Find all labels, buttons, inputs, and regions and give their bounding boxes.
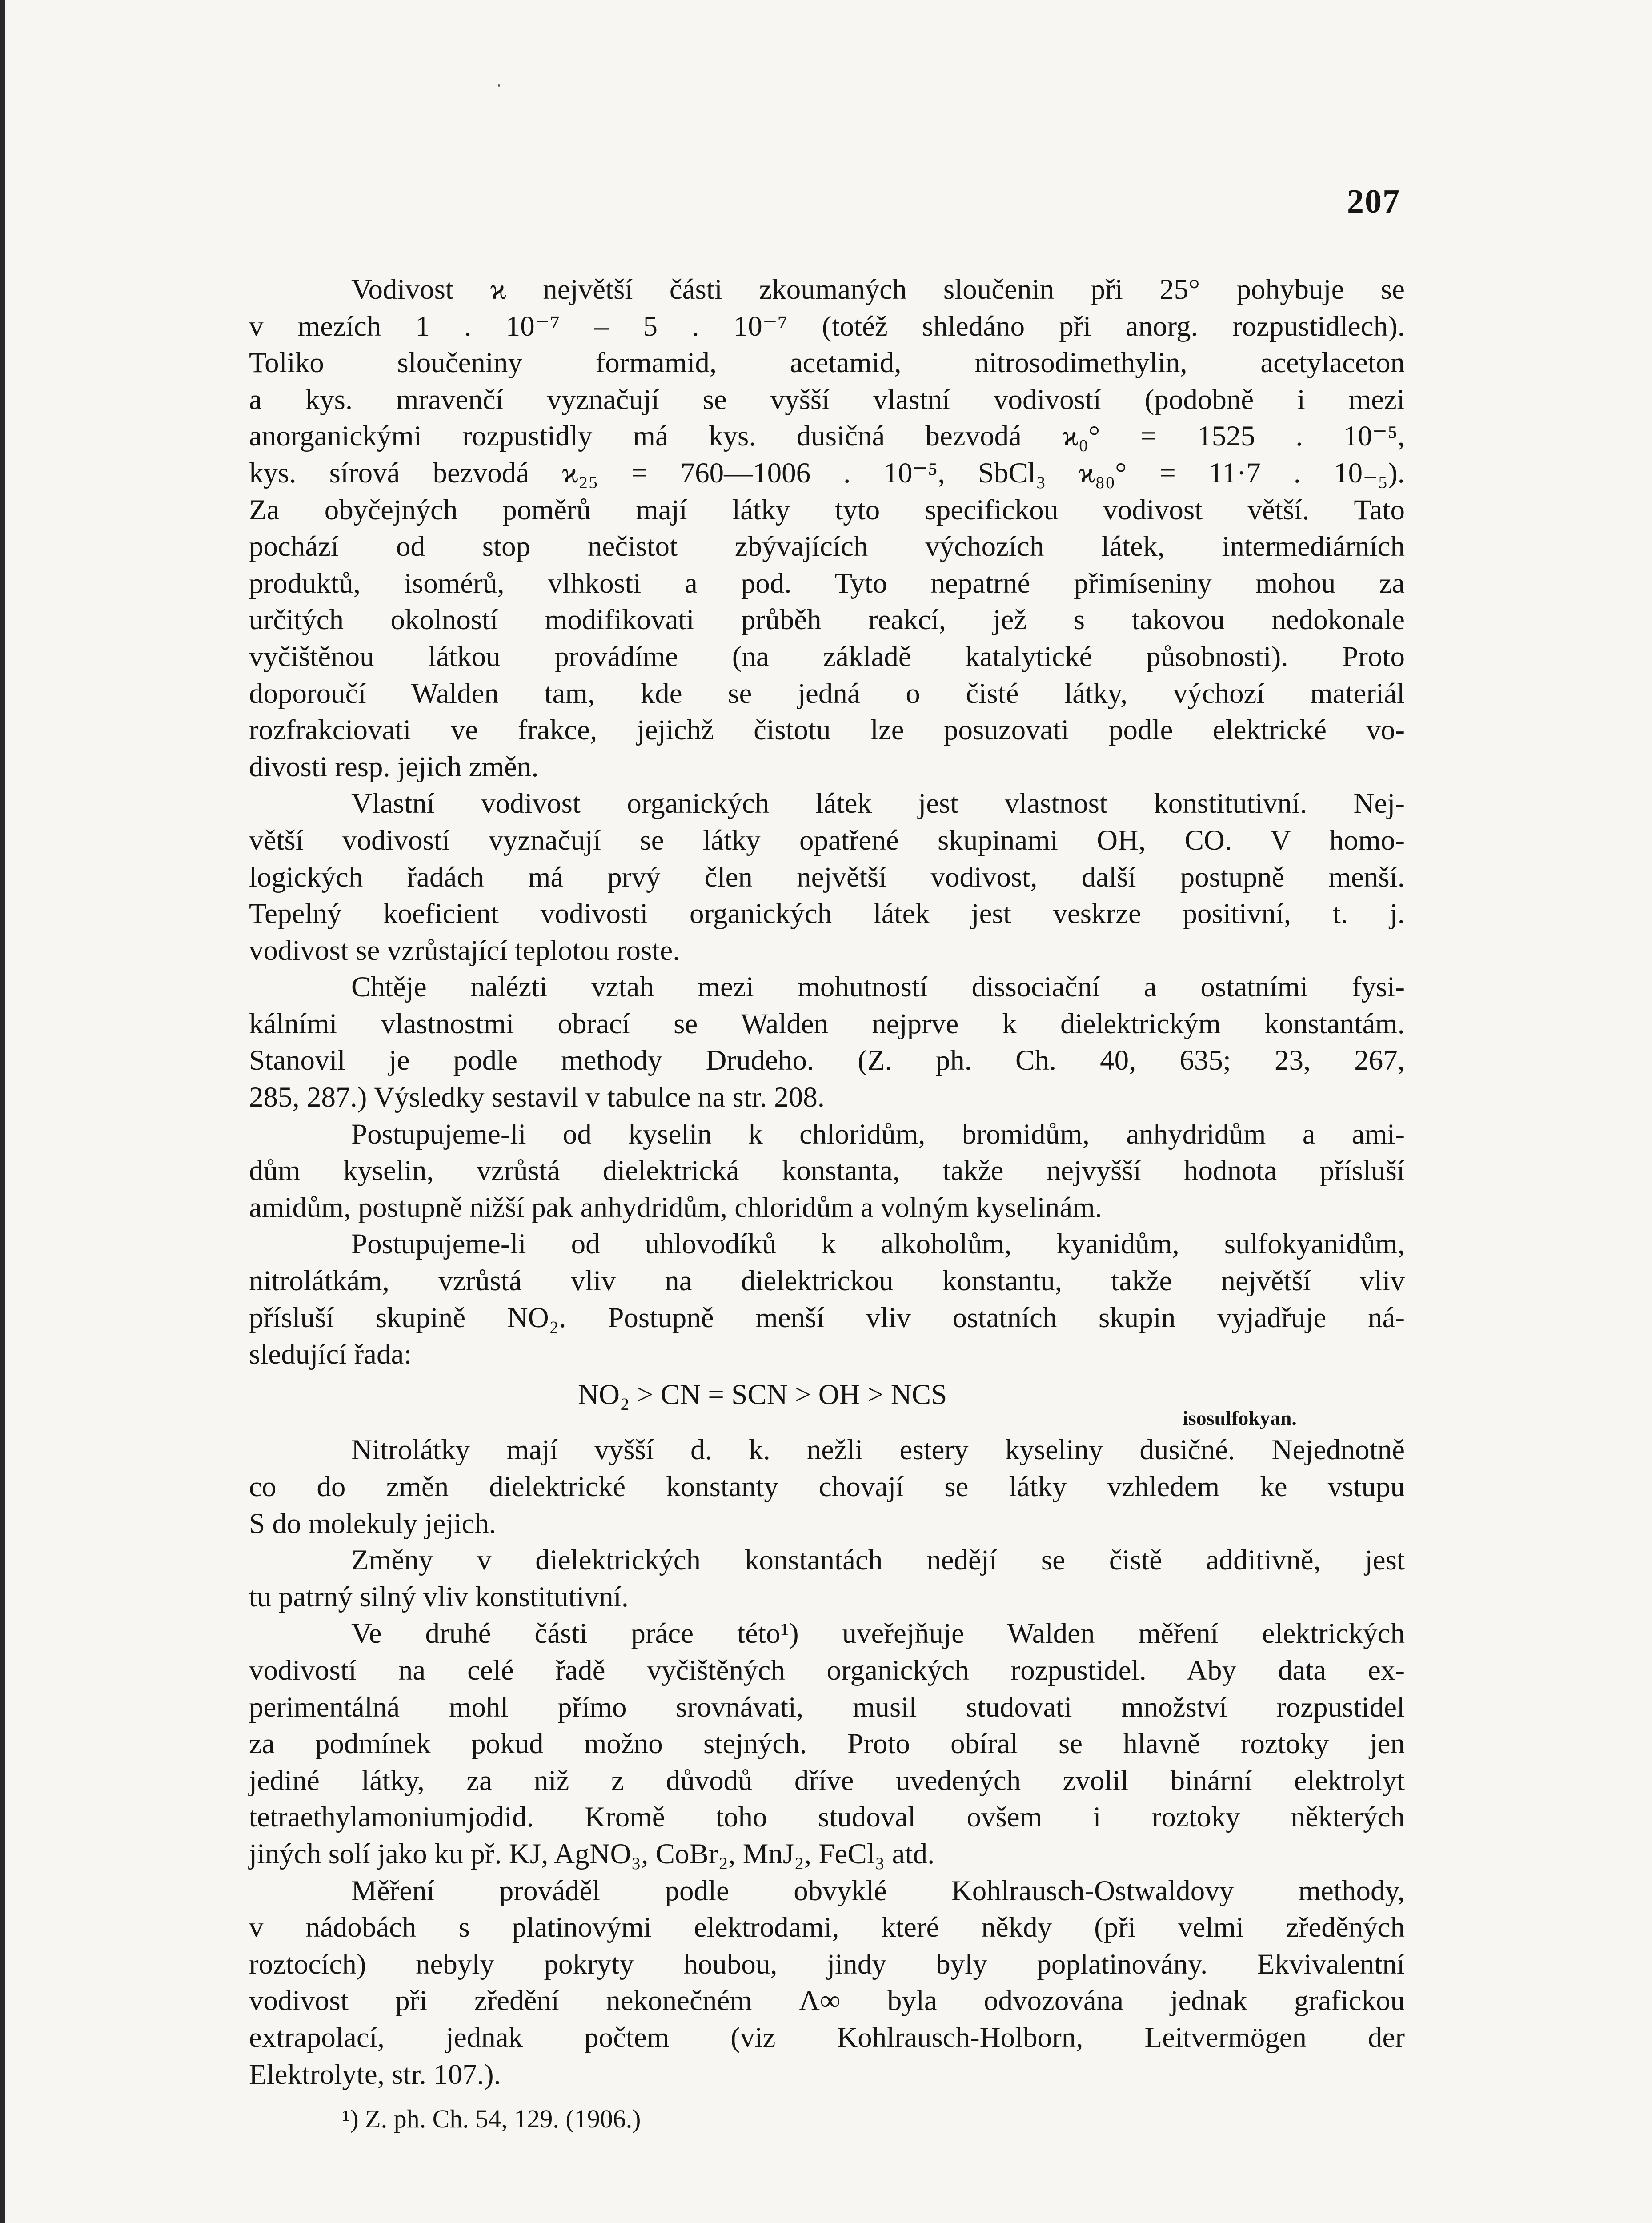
- text-line: perimentálná mohl přímo srovnávati, musil studovati množství rozpustidel: [249, 1691, 1405, 1723]
- text-line: Tepelný koeficient vodivosti organických látek jest veskrze positivní, t. j.: [249, 898, 1405, 930]
- text-line: sledující řada:: [249, 1338, 412, 1371]
- text-line: Postupujeme-li od uhlovodíků k alkoholům, kyanidům, sulfokyanidům,: [351, 1228, 1405, 1260]
- text-line: jediné látky, za niž z důvodů dříve uvedených zvolil binární elektrolyt: [249, 1764, 1405, 1797]
- text-line: v mezích 1 . 10⁻⁷ – 5 . 10⁻⁷ (totéž shledáno při anorg. rozpustidlech).: [249, 310, 1405, 342]
- footnote: ¹) Z. ph. Ch. 54, 129. (1906.): [342, 2104, 641, 2134]
- paragraphs-after-formula: [249, 1432, 1405, 2093]
- text-line: 285, 287.) Výsledky sestavil v tabulce na str. 208.: [249, 1081, 825, 1114]
- scan-speck: [498, 84, 500, 87]
- text-line: Změny v dielektrických konstantách nedějí se čistě additivně, jest: [351, 1544, 1405, 1577]
- text-line: Za obyčejných poměrů mají látky tyto specifickou vodivost větší. Tato: [249, 494, 1405, 526]
- text-line: co do změn dielektrické konstanty chovají se látky vzhledem ke vstupu: [249, 1471, 1405, 1503]
- text-line: tu patrný silný vliv konstitutivní.: [249, 1581, 629, 1613]
- text-line: určitých okolností modifikovati průběh reakcí, jež s takovou nedokonale: [249, 604, 1405, 636]
- text-line: produktů, isomérů, vlhkosti a pod. Tyto nepatrné přimíseniny mohou za: [249, 567, 1405, 599]
- text-line: vyčištěnou látkou provádíme (na základě katalytické působnosti). Proto: [249, 640, 1405, 673]
- text-line: S do molekuly jejich.: [249, 1507, 497, 1540]
- text-line: pochází od stop nečistot zbývajících výchozích látek, intermediárních: [249, 530, 1405, 563]
- text-line: v nádobách s platinovými elektrodami, které někdy (při velmi zředěných: [249, 1911, 1405, 1944]
- text-line: divosti resp. jejich změn.: [249, 750, 539, 783]
- text-line: vodivostí na celé řadě vyčištěných organických rozpustidel. Aby data ex-: [249, 1654, 1405, 1686]
- text-line: Vlastní vodivost organických látek jest vlastnost konstitutivní. Nej-: [351, 787, 1405, 820]
- text-line: Nitrolátky mají vyšší d. k. nežli estery kyseliny dusičné. Nejednotně: [351, 1434, 1405, 1466]
- text-line: extrapolací, jednak počtem (viz Kohlrausch-Holborn, Leitvermögen der: [249, 2021, 1405, 2054]
- text-line: tetraethylamoniumjodid. Kromě toho studoval ovšem i roztoky některých: [249, 1801, 1405, 1834]
- text-line: kálními vlastnostmi obrací se Walden nejprve k dielektrickým konstantám.: [249, 1007, 1405, 1040]
- text-line: rozfrakciovati ve frakce, jejichž čistotu lze posuzovati podle elektrické vo-: [249, 714, 1405, 746]
- text-line: Toliko sloučeniny formamid, acetamid, nitrosodimethylin, acetylaceton: [249, 347, 1405, 379]
- text-line: Ve druhé části práce této¹) uveřejňuje Walden měření elektrických: [351, 1617, 1405, 1650]
- text-line: logických řadách má prvý člen největší vodivost, další postupně menší.: [249, 861, 1405, 893]
- text-line: a kys. mravenčí vyznačují se vyšší vlastní vodivostí (podobně i mezi: [249, 383, 1405, 416]
- text-line: dům kyselin, vzrůstá dielektrická konstanta, takže nejvyšší hodnota přísluší: [249, 1155, 1405, 1187]
- text-line: Chtěje nalézti vztah mezi mohutností dissociační a ostatními fysi-: [351, 971, 1405, 1003]
- text-line: za podmínek pokud možno stejných. Proto obíral se hlavně roztoky jen: [249, 1728, 1405, 1760]
- text-line: anorganickými rozpustidly má kys. dusičná bezvodá ϰ₀° = 1525 . 10⁻⁵,: [249, 420, 1405, 453]
- formula-series: [249, 1376, 1405, 1432]
- paragraph: [249, 1873, 1405, 2093]
- paragraph: [249, 785, 1405, 969]
- text-line: nitrolátkám, vzrůstá vliv na dielektrickou konstantu, takže největší vliv: [249, 1265, 1405, 1297]
- paragraph: [249, 1226, 1405, 1372]
- text-line: větší vodivostí vyznačují se látky opatřené skupinami OH, CO. V homo-: [249, 824, 1405, 856]
- text-line: vodivost při zředění nekonečném Λ∞ byla odvozována jednak grafickou: [249, 1985, 1405, 2017]
- text-line: jiných solí jako ku př. KJ, AgNO₃, CoBr₂, MnJ₂, FeCl₃ atd.: [249, 1838, 935, 1870]
- paragraph: [249, 271, 1405, 785]
- paragraph: [249, 1615, 1405, 1872]
- paragraph: [249, 1432, 1405, 1542]
- text-line: Stanovil je podle methody Drudeho. (Z. ph. Ch. 40, 635; 23, 267,: [249, 1044, 1405, 1077]
- text-line: kys. sírová bezvodá ϰ₂₅ = 760—1006 . 10⁻⁵, SbCl₃ ϰ₈₀° = 11·7 . 10₋₅).: [249, 457, 1405, 489]
- text-line: roztocích) nebyly pokryty houbou, jindy byly poplatinovány. Ekvivalentní: [249, 1948, 1405, 1980]
- formula-expression: NO₂ > CN = SCN > OH > NCS: [578, 1378, 947, 1411]
- paragraphs-before-formula: [249, 271, 1405, 1373]
- text-line: přísluší skupině NO₂. Postupně menší vliv ostatních skupin vyjadřuje ná-: [249, 1301, 1405, 1334]
- page-number: 207: [1347, 183, 1400, 220]
- formula-label: isosulfokyan.: [1183, 1407, 1297, 1430]
- text-line: doporoučí Walden tam, kde se jedná o čisté látky, výchozí materiál: [249, 677, 1405, 710]
- paragraph: [249, 969, 1405, 1116]
- text-line: Postupujeme-li od kyselin k chloridům, bromidům, anhydridům a ami-: [351, 1118, 1405, 1150]
- body-text: [249, 271, 1405, 2135]
- paragraph: [249, 1542, 1405, 1615]
- text-line: Měření prováděl podle obvyklé Kohlrausch-Ostwaldovy methody,: [351, 1874, 1405, 1907]
- paragraph: [249, 1116, 1405, 1226]
- text-line: Vodivost ϰ největší části zkoumaných sloučenin při 25° pohybuje se: [351, 273, 1405, 305]
- text-line: Elektrolyte, str. 107.).: [249, 2058, 501, 2091]
- page-binding-edge: [0, 0, 5, 2223]
- text-line: vodivost se vzrůstající teplotou roste.: [249, 934, 680, 967]
- text-line: amidům, postupně nižší pak anhydridům, chloridům a volným kyselinám.: [249, 1191, 1103, 1224]
